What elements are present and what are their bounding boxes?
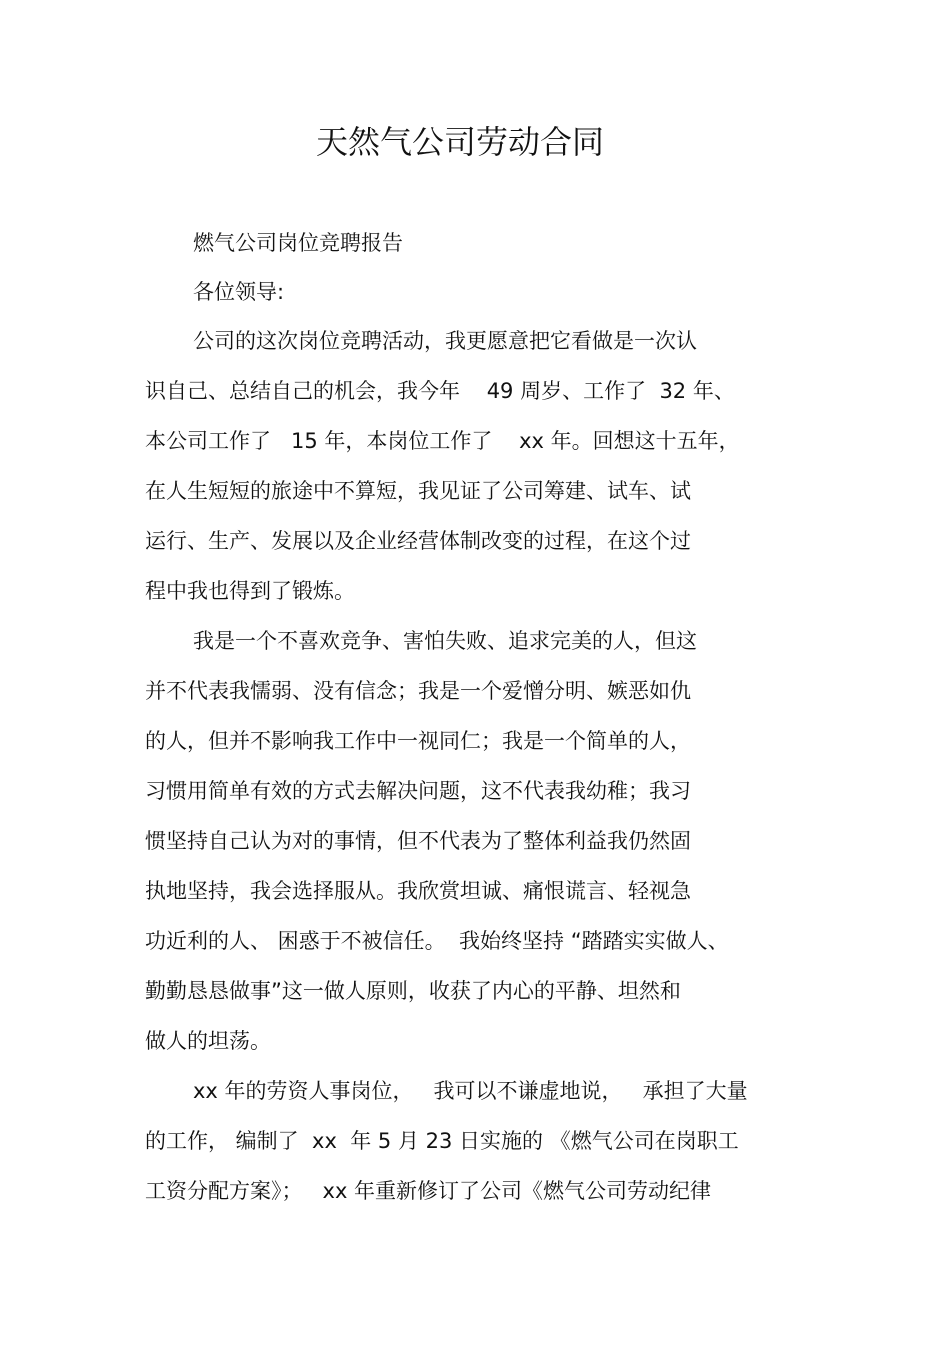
text-line: 在人生短短的旅途中不算短，我见证了公司筹建、试车、试 — [145, 479, 691, 503]
text-line: 程中我也得到了锻炼。 — [145, 579, 355, 603]
text-line: xx 年的劳资人事岗位， 我可以不谦虚地说， 承担了大量 — [193, 1079, 748, 1103]
text-line: 勤勤恳恳做事”这一做人原则，收获了内心的平静、坦然和 — [145, 979, 681, 1003]
text-line: 本公司工作了 15 年，本岗位工作了 xx 年。回想这十五年， — [145, 429, 740, 453]
document-title: 天然气公司劳动合同 — [315, 123, 604, 161]
text-line: 各位领导: — [193, 280, 285, 304]
text-line: 工资分配方案》； xx 年重新修订了公司《燃气公司劳动纪律 — [145, 1179, 712, 1203]
text-line: 的工作， 编制了 xx 年 5 月 23 日实施的 《燃气公司在岗职工 — [145, 1129, 739, 1153]
text-line: 识自己、总结自己的机会，我今年 49 周岁、工作了 32 年、 — [145, 379, 735, 403]
text-line: 惯坚持自己认为对的事情，但不代表为了整体利益我仍然固 — [145, 829, 691, 853]
text-line: 运行、生产、发展以及企业经营体制改变的过程，在这个过 — [145, 529, 691, 553]
text-line: 做人的坦荡。 — [145, 1029, 271, 1053]
text-line: 的人，但并不影响我工作中一视同仁；我是一个简单的人， — [145, 729, 691, 753]
text-line: 我是一个不喜欢竞争、害怕失败、追求完美的人，但这 — [193, 629, 697, 653]
text-line: 执地坚持，我会选择服从。我欣赏坦诚、痛恨谎言、轻视急 — [145, 879, 691, 903]
text-line: 习惯用简单有效的方式去解决问题，这不代表我幼稚；我习 — [145, 779, 691, 803]
text-line: 并不代表我懦弱、没有信念；我是一个爱憎分明、嫉恶如仇 — [145, 679, 691, 703]
text-line: 功近利的人、 困惑于不被信任。 我始终坚持 “踏踏实实做人、 — [145, 929, 729, 953]
text-line: 公司的这次岗位竞聘活动，我更愿意把它看做是一次认 — [193, 329, 697, 353]
text-line: 燃气公司岗位竞聘报告 — [193, 231, 403, 255]
